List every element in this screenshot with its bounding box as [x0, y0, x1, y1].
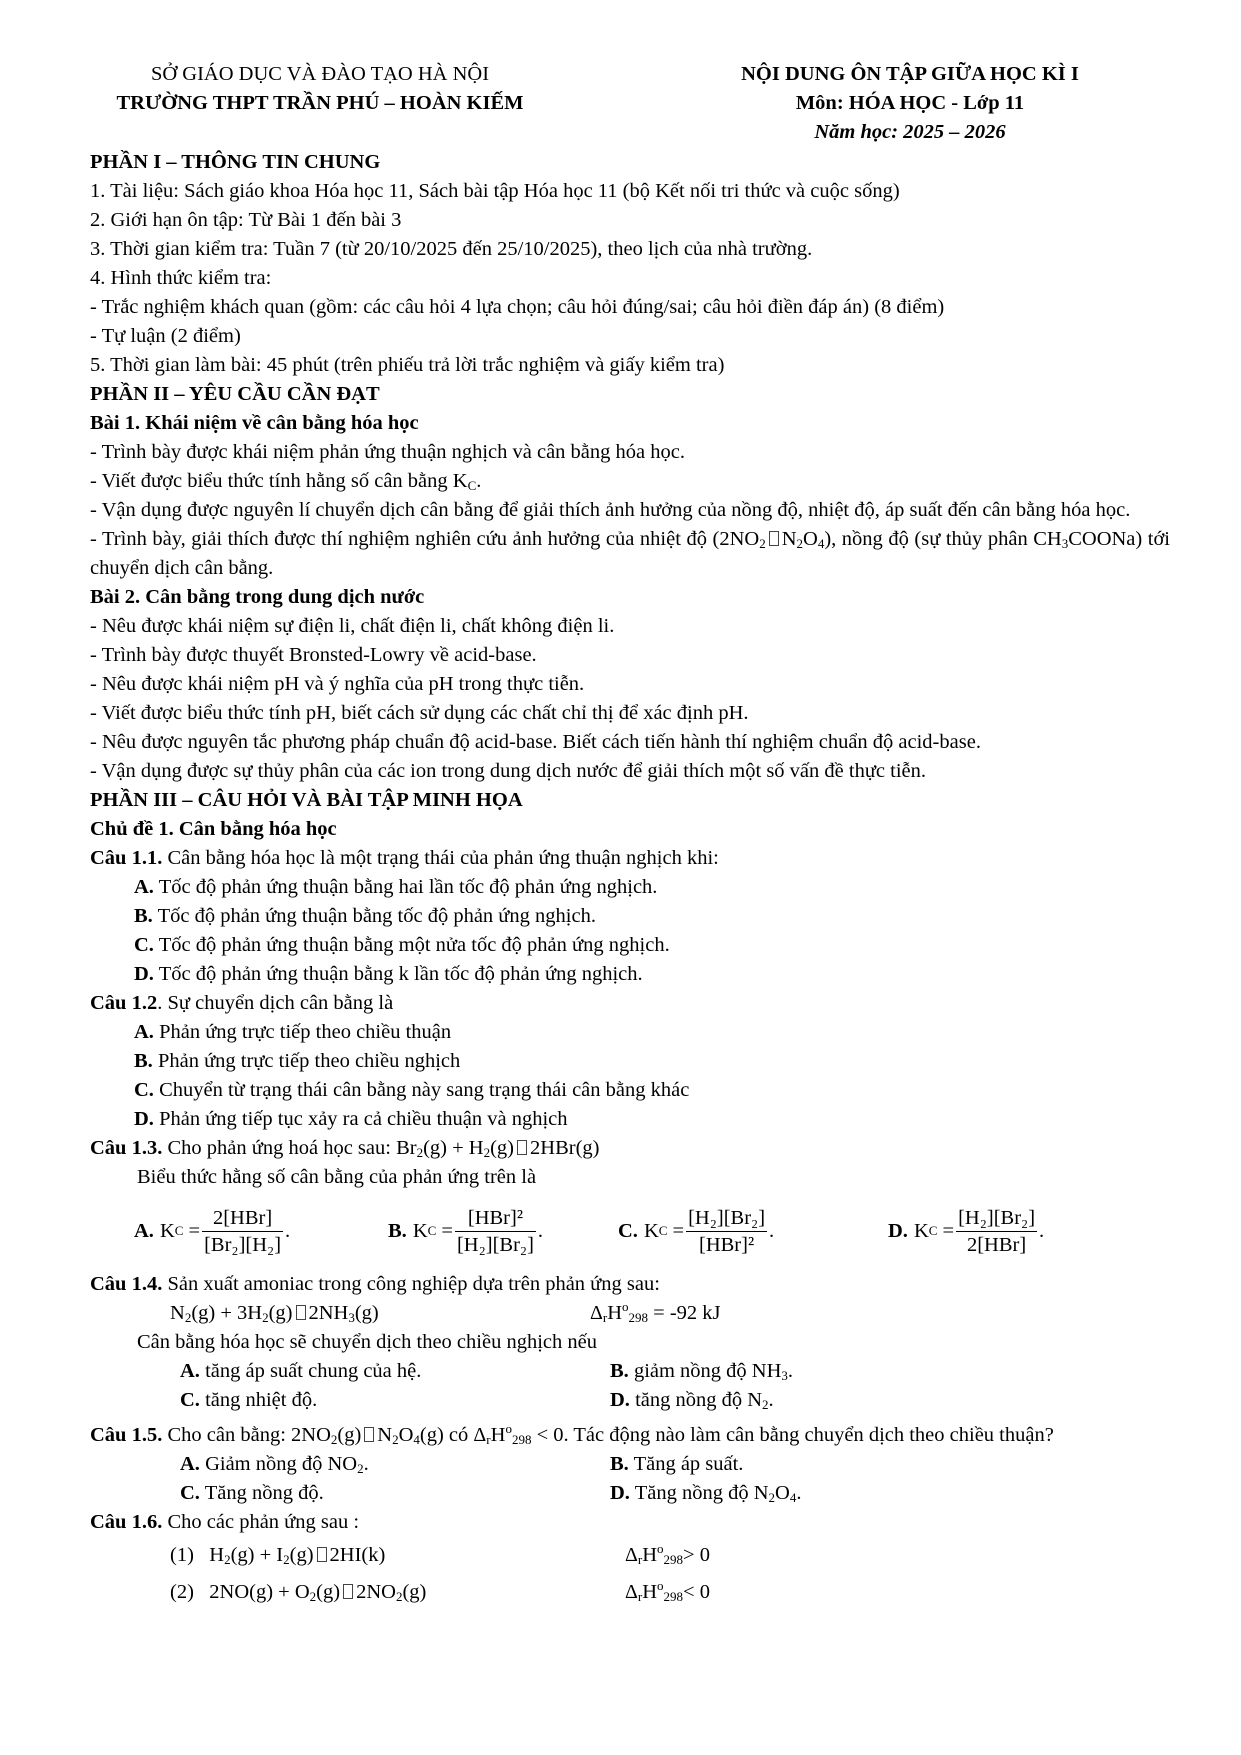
option-row	[90, 1479, 1170, 1508]
fraction: $\frac{\text{[H₂][Br₂]}}{\text{[HBr]²}}$	[688, 1206, 766, 1256]
option: A. Giảm nồng độ $NO_2$.	[180, 1453, 369, 1476]
fraction: $\frac{\text{[H₂][Br₂]}}{\text{2[HBr]}}$	[958, 1206, 1036, 1256]
enthalpy: $\Delta_rH^o_{298}> 0$	[625, 1541, 710, 1567]
option: A. Tốc độ phản ứng thuận bằng hai lần tốc độ phản ứng nghịch.	[134, 876, 658, 898]
department-name: SỞ GIÁO DỤC VÀ ĐÀO TẠO HÀ NỘI	[150, 63, 490, 85]
fraction: $\frac{\text{2[HBr]}}{\text{[Br₂][H₂]}}$	[204, 1206, 282, 1256]
school-name: TRƯỜNG THPT TRẦN PHÚ – HOÀN KIẾM	[116, 92, 524, 114]
bai2-item: - Viết được biểu thức tính pH, biết cách sử dụng các chất chỉ thị để xác định pH.	[90, 702, 749, 724]
option: D. tăng nồng độ $N_2$.	[610, 1389, 774, 1412]
part3-title: PHẦN III – CÂU HỎI VÀ BÀI TẬP MINH HỌA	[90, 789, 523, 811]
option: B. Phản ứng trực tiếp theo chiều nghịch	[134, 1050, 461, 1072]
question-1-3-line2: Biểu thức hằng số cân bằng của phản ứng trên là	[137, 1166, 537, 1188]
bai1-item: - Viết được biểu thức tính hằng số cân bằng $K_C$.	[90, 470, 482, 493]
header-right	[650, 60, 1170, 147]
document-page	[90, 52, 1170, 1607]
question-1-1: Câu 1.1. Cân bằng hóa học là một trạng thái của phản ứng thuận nghịch khi:	[90, 847, 719, 869]
part1-item: 1. Tài liệu: Sách giáo khoa Hóa học 11, Sách bài tập Hóa học 11 (bộ Kết nối tri thức và cuộc sống)	[90, 180, 900, 202]
equilibrium-arrow-icon	[517, 1140, 527, 1155]
option-row	[90, 1386, 1170, 1415]
option: D. Phản ứng tiếp tục xảy ra cả chiều thuận và nghịch	[134, 1108, 568, 1130]
part2-title: PHẦN II – YÊU CẦU CẦN ĐẠT	[90, 383, 380, 405]
part1-title: PHẦN I – THÔNG TIN CHUNG	[90, 151, 381, 173]
question-1-6: Câu 1.6. Cho các phản ứng sau :	[90, 1511, 360, 1533]
topic1-title: Chủ đề 1. Cân bằng hóa học	[90, 818, 337, 840]
equilibrium-arrow-icon	[343, 1584, 353, 1599]
option-row	[90, 1450, 1170, 1479]
reaction-1: (1) $H_2(g) + I_2(g)$ 2HI(k) $\Delta_rH^o_{298}> 0$	[90, 1541, 1170, 1570]
document-title: NỘI DUNG ÔN TẬP GIỮA HỌC KÌ I	[741, 63, 1079, 85]
bai1-item: - Trình bày được khái niệm phản ứng thuận nghịch và cân bằng hóa học.	[90, 441, 685, 463]
bai2-item: - Nêu được khái niệm sự điện li, chất điện li, chất không điện li.	[90, 615, 615, 637]
option-c: C. K C = $\frac{\text{[H₂][Br₂]}}{\text{[HBr]²}}$ .	[618, 1206, 775, 1256]
equilibrium-arrow-icon	[364, 1427, 374, 1442]
option: B. Tăng áp suất.	[610, 1453, 744, 1475]
reaction-equation: $N_2(g) + 3H_2(g)$ $2NH_3(g)$ $\Delta_rH^o_{298} = -92$ kJ	[90, 1299, 1170, 1328]
school-year: Năm học: 2025 – 2026	[814, 121, 1006, 143]
part1-item: - Tự luận (2 điểm)	[90, 325, 241, 347]
option: C. tăng nhiệt độ.	[180, 1389, 318, 1411]
bai2-item: - Trình bày được thuyết Bronsted-Lowry về acid-base.	[90, 644, 537, 666]
subject-line: Môn: HÓA HỌC - Lớp 11	[795, 92, 1025, 114]
question-1-3: Câu 1.3. Cho phản ứng hoá học sau: $Br_2(g) + H_2(g)$ 2HBr(g)	[90, 1137, 600, 1160]
part1-item: 5. Thời gian làm bài: 45 phút (trên phiếu trả lời trắc nghiệm và giấy kiểm tra)	[90, 354, 725, 376]
question-1-4: Câu 1.4. Sản xuất amoniac trong công nghiệp dựa trên phản ứng sau:	[90, 1273, 660, 1295]
equilibrium-arrow-icon	[296, 1305, 306, 1320]
option-row	[90, 1357, 1170, 1386]
part1-item: 4. Hình thức kiểm tra:	[90, 267, 272, 289]
part1-item: - Trắc nghiệm khách quan (gồm: các câu hỏi 4 lựa chọn; câu hỏi đúng/sai; câu hỏi điền đáp án) (8 điểm)	[90, 296, 945, 318]
equilibrium-arrow-icon	[317, 1547, 327, 1562]
option: C. Tăng nồng độ.	[180, 1482, 324, 1504]
bai2-item: - Nêu được nguyên tắc phương pháp chuẩn độ acid-base. Biết cách tiến hành thí nghiệm chuẩn độ acid-base.	[90, 731, 981, 753]
bai1-item: - Trình bày, giải thích được thí nghiệm nghiên cứu ảnh hưởng của nhiệt độ ($2NO_2$ $N_2O_4$), nồng độ (sự thủy phân $CH_3COONa$) tới chuyển dịch cân bằng.	[90, 528, 1171, 579]
option: B. Tốc độ phản ứng thuận bằng tốc độ phản ứng nghịch.	[134, 905, 596, 927]
option: C. Chuyển từ trạng thái cân bằng này sang trạng thái cân bằng khác	[134, 1079, 690, 1101]
option: C. Tốc độ phản ứng thuận bằng một nửa tốc độ phản ứng nghịch.	[134, 934, 670, 956]
header-left	[90, 60, 550, 118]
part1-item: 2. Giới hạn ôn tập: Từ Bài 1 đến bài 3	[90, 209, 402, 231]
bai2-item: - Vận dụng được sự thủy phân của các ion trong dung dịch nước để giải thích một số vấn đề thực tiễn.	[90, 760, 927, 782]
enthalpy: $\Delta_rH^o_{298}< 0$	[625, 1578, 710, 1604]
bai1-item: - Vận dụng được nguyên lí chuyển dịch cân bằng để giải thích ảnh hưởng của nồng độ, nhiệt độ, áp suất đến cân bằng hóa học.	[90, 499, 1131, 521]
option: B. giảm nồng độ $NH_3$.	[610, 1360, 794, 1383]
reaction-2: (2) $2NO(g) + O_2(g)$ $2NO_2(g)$ $\Delta_rH^o_{298}< 0$	[90, 1578, 1170, 1607]
equilibrium-arrow-icon	[769, 531, 779, 546]
kc-options	[90, 1192, 1170, 1270]
option: A. tăng áp suất chung của hệ.	[180, 1360, 422, 1382]
option: A. Phản ứng trực tiếp theo chiều thuận	[134, 1021, 452, 1043]
enthalpy: $\Delta_rH^o_{298} = -92$ kJ	[590, 1299, 721, 1325]
option: D. Tăng nồng độ $N_2O_4$.	[610, 1482, 802, 1505]
option-b: B. K C = $\frac{\text{[HBr]²}}{\text{[H₂][Br₂]}}$ .	[388, 1206, 544, 1256]
question-1-2: Câu 1.2. Sự chuyển dịch cân bằng là	[90, 992, 394, 1014]
bai2-title: Bài 2. Cân bằng trong dung dịch nước	[90, 586, 425, 608]
fraction: $\frac{\text{[HBr]²}}{\text{[H₂][Br₂]}}$	[456, 1206, 534, 1256]
question-1-5: Câu 1.5. Cho cân bằng: $2NO_2(g)$ $N_2O_4(g)$ có $\Delta_rH^o_{298} < 0$. Tác động nào làm cân bằng chuyển dịch theo chiều thuận?	[90, 1421, 1054, 1447]
bai2-item: - Nêu được khái niệm pH và ý nghĩa của pH trong thực tiễn.	[90, 673, 585, 695]
option-d: D. K C = $\frac{\text{[H₂][Br₂]}}{\text{2[HBr]}}$ .	[888, 1206, 1045, 1256]
bai1-title: Bài 1. Khái niệm về cân bằng hóa học	[90, 412, 419, 434]
option: D. Tốc độ phản ứng thuận bằng k lần tốc độ phản ứng nghịch.	[134, 963, 643, 985]
question-1-4-line3: Cân bằng hóa học sẽ chuyển dịch theo chiều nghịch nếu	[137, 1331, 597, 1353]
document-header	[90, 52, 1170, 148]
option-a: A. K C = $\frac{\text{2[HBr]}}{\text{[Br₂][H₂]}}$ .	[134, 1206, 291, 1256]
part1-item: 3. Thời gian kiểm tra: Tuần 7 (từ 20/10/2025 đến 25/10/2025), theo lịch của nhà trường.	[90, 238, 813, 260]
